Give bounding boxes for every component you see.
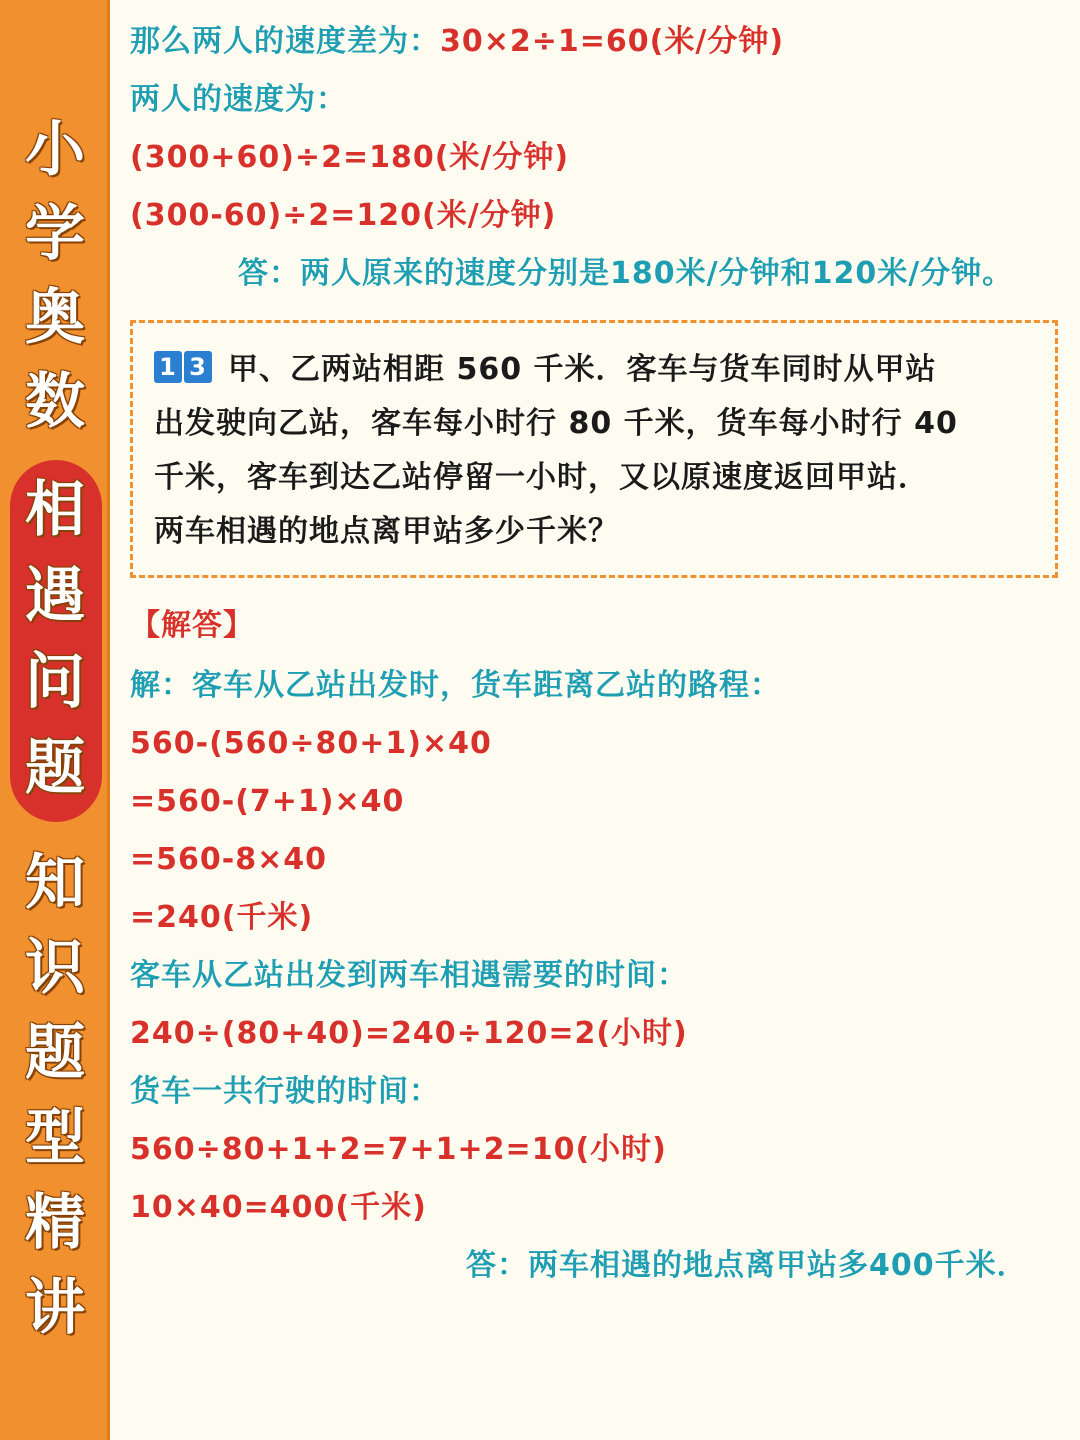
solution-line: 560÷80+1+2=7+1+2=10(小时) [130, 1132, 667, 1167]
problem-text: 甲、乙两站相距 560 千米．客车与货车同时从甲站 [228, 352, 937, 387]
solution-line: 解：客车从乙站出发时，货车距离乙站的路程： [130, 668, 781, 703]
solution-header: 【解答】 [130, 608, 254, 643]
solution-answer: 答：两车相遇的地点离甲站多400千米． [466, 1248, 1028, 1283]
sidebar-char: 识 [25, 933, 85, 1003]
pill-char: 问 [25, 647, 85, 717]
prev-solution-line: (300+60)÷2=180(米/分钟) [130, 140, 570, 175]
solution-line: =560-(7+1)×40 [130, 784, 405, 819]
solution-line: 10×40=400(千米) [130, 1190, 427, 1225]
problem-line [154, 350, 937, 390]
sidebar-char: 题 [25, 1018, 85, 1088]
pill-char: 题 [25, 733, 85, 803]
solution-line: 240÷(80+40)=240÷120=2(小时) [130, 1016, 688, 1051]
prev-expr: 30×2÷1=60(米/分钟) [440, 24, 785, 59]
sidebar-char: 精 [25, 1188, 85, 1258]
problem-line: 出发驶向乙站，客车每小时行 80 千米，货车每小时行 40 [154, 406, 958, 441]
sidebar-char: 型 [25, 1103, 85, 1173]
sidebar-char: 奥 [25, 283, 85, 353]
sidebar-char: 小 [25, 115, 85, 185]
solution-line: =560-8×40 [130, 842, 327, 877]
prev-solution-line [130, 22, 784, 62]
sidebar-char: 数 [25, 367, 85, 437]
problem-line: 千米，客车到达乙站停留一小时，又以原速度返回甲站． [154, 460, 929, 495]
problem-line: 两车相遇的地点离甲站多少千米？ [154, 514, 619, 549]
prev-label: 那么两人的速度差为： [130, 24, 440, 59]
solution-line: 货车一共行驶的时间： [130, 1074, 440, 1109]
problem-number-digit: 1 [154, 351, 182, 383]
prev-solution-line: 两人的速度为： [130, 82, 347, 117]
sidebar-char: 知 [25, 848, 85, 918]
solution-line: 客车从乙站出发到两车相遇需要的时间： [130, 958, 688, 993]
solution-line: 560-(560÷80+1)×40 [130, 726, 492, 761]
pill-char: 相 [25, 475, 85, 545]
prev-answer: 答：两人原来的速度分别是180米/分钟和120米/分钟。 [238, 256, 1014, 291]
problem-number-digit: 3 [184, 351, 212, 383]
sidebar-char: 讲 [25, 1273, 85, 1343]
pill-char: 遇 [25, 561, 85, 631]
sidebar-char: 学 [25, 199, 85, 269]
solution-line: =240(千米) [130, 900, 314, 935]
prev-solution-line: (300-60)÷2=120(米/分钟) [130, 198, 557, 233]
problem-number-badge [154, 351, 214, 383]
